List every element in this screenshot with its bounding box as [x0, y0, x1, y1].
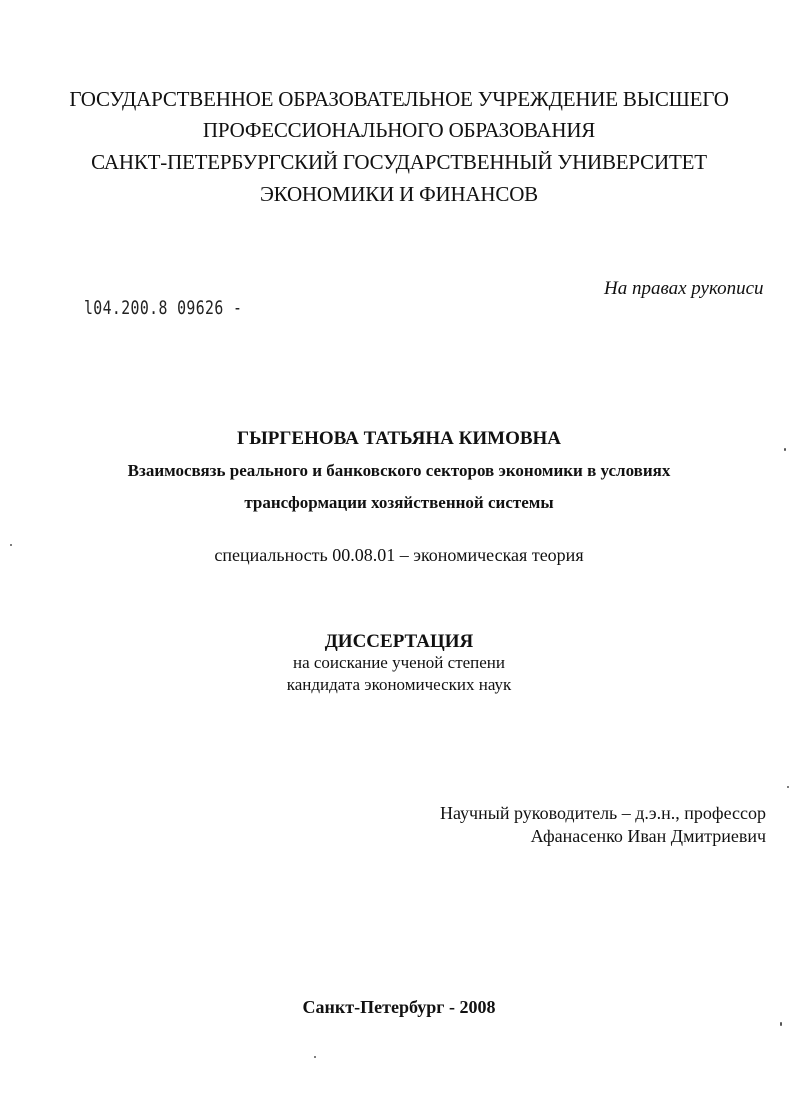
dissertation-heading: ДИССЕРТАЦИЯ [324, 631, 474, 652]
degree-line-1: на соискание ученой степени [292, 653, 506, 672]
header-line-university-name: САНКТ-ПЕТЕРБУРГСКИЙ ГОСУДАРСТВЕННЫЙ УНИВЕРСИТЕТ [91, 150, 707, 174]
header-line-university-field: ЭКОНОМИКИ И ФИНАНСОВ [260, 182, 538, 206]
header-line-institution-type: ГОСУДАРСТВЕННОЕ ОБРАЗОВАТЕЛЬНОЕ УЧРЕЖДЕНИЕ ВЫСШЕГО [69, 87, 729, 111]
dissertation-title-line-2: трансформации хозяйственной системы [244, 493, 554, 512]
scan-speck [787, 786, 789, 788]
specialty: специальность 00.08.01 – экономическая теория [214, 545, 584, 565]
footer-city-year: Санкт-Петербург - 2008 [302, 997, 496, 1017]
degree-line-2: кандидата экономических наук [286, 675, 512, 694]
manuscript-note: На правах рукописи [604, 278, 764, 299]
scan-speck [784, 448, 786, 451]
stamp-number: l04.200.8 09626 - [84, 297, 243, 319]
author-name: ГЫРГЕНОВА ТАТЬЯНА КИМОВНА [236, 428, 562, 449]
dissertation-title-line-1: Взаимосвязь реального и банковского секторов экономики в условиях [127, 461, 671, 480]
scan-speck [314, 1056, 316, 1058]
scan-speck [780, 1022, 782, 1026]
scan-speck [10, 544, 12, 546]
header-line-education-level: ПРОФЕССИОНАЛЬНОГО ОБРАЗОВАНИЯ [202, 118, 596, 142]
supervisor-name: Афанасенко Иван Дмитриевич [530, 826, 766, 846]
supervisor-line-1: Научный руководитель – д.э.н., профессор [439, 803, 766, 823]
